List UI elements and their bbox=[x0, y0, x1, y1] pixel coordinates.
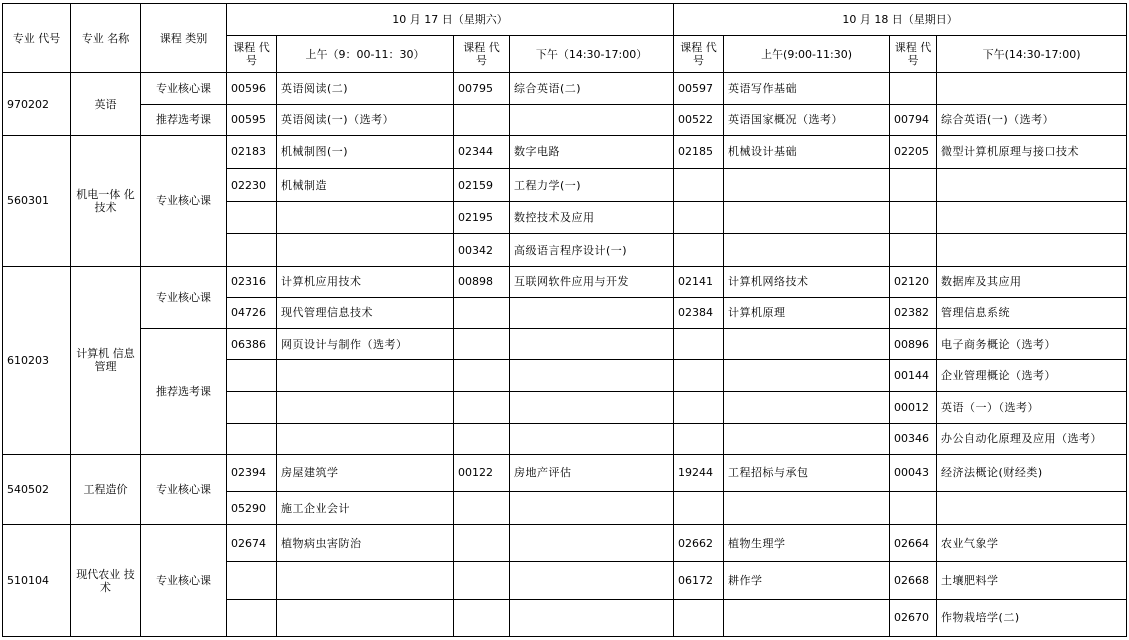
course-type: 专业核心课 bbox=[141, 73, 227, 104]
major-name: 机电一体 化技术 bbox=[71, 135, 141, 266]
course-name: 工程招标与承包 bbox=[724, 454, 890, 491]
course-name: 经济法概论(财经类) bbox=[937, 454, 1127, 491]
course-name bbox=[724, 169, 890, 202]
course-name bbox=[937, 73, 1127, 104]
course-name: 土壤肥料学 bbox=[937, 562, 1127, 599]
course-name: 计算机网络技术 bbox=[724, 266, 890, 297]
course-code bbox=[890, 169, 937, 202]
course-name: 办公自动化原理及应用（选考） bbox=[937, 423, 1127, 454]
course-code: 02120 bbox=[890, 266, 937, 297]
header-day2: 10 月 18 日（星期日） bbox=[674, 4, 1127, 36]
course-name: 农业气象学 bbox=[937, 525, 1127, 562]
exam-schedule-table bbox=[2, 3, 1127, 637]
course-name bbox=[937, 492, 1127, 525]
course-code: 02384 bbox=[674, 297, 724, 328]
course-code bbox=[454, 562, 510, 599]
course-code bbox=[674, 202, 724, 234]
course-code: 00595 bbox=[227, 104, 277, 135]
header-day2-pm: 下午(14:30-17:00) bbox=[937, 36, 1127, 73]
course-code: 02195 bbox=[454, 202, 510, 234]
course-name bbox=[277, 562, 454, 599]
course-type: 专业核心课 bbox=[141, 135, 227, 266]
course-code bbox=[674, 169, 724, 202]
course-code: 00596 bbox=[227, 73, 277, 104]
major-code: 610203 bbox=[3, 266, 71, 454]
course-code: 00795 bbox=[454, 73, 510, 104]
course-name: 计算机原理 bbox=[724, 297, 890, 328]
course-code bbox=[890, 492, 937, 525]
course-name: 植物生理学 bbox=[724, 525, 890, 562]
course-name: 数据库及其应用 bbox=[937, 266, 1127, 297]
header-day1-pm-code: 课程 代号 bbox=[454, 36, 510, 73]
course-type: 推荐选考课 bbox=[141, 104, 227, 135]
header-day1-pm: 下午（14:30-17:00） bbox=[510, 36, 674, 73]
course-type: 专业核心课 bbox=[141, 266, 227, 328]
course-code: 00342 bbox=[454, 234, 510, 266]
major-name: 计算机 信息管理 bbox=[71, 266, 141, 454]
major-code: 510104 bbox=[3, 525, 71, 637]
major-code: 970202 bbox=[3, 73, 71, 135]
course-name bbox=[277, 202, 454, 234]
course-code: 00043 bbox=[890, 454, 937, 491]
course-name: 植物病虫害防治 bbox=[277, 525, 454, 562]
course-code: 00144 bbox=[890, 360, 937, 392]
header-day2-am: 上午(9:00-11:30) bbox=[724, 36, 890, 73]
course-code: 02670 bbox=[890, 599, 937, 636]
table-row bbox=[3, 454, 1127, 491]
course-name bbox=[724, 234, 890, 266]
course-name: 综合英语(一)（选考） bbox=[937, 104, 1127, 135]
course-name: 工程力学(一) bbox=[510, 169, 674, 202]
course-name: 机械制图(一) bbox=[277, 135, 454, 168]
course-code bbox=[454, 360, 510, 392]
course-code: 02668 bbox=[890, 562, 937, 599]
course-code: 02141 bbox=[674, 266, 724, 297]
course-code bbox=[674, 329, 724, 360]
course-code: 02316 bbox=[227, 266, 277, 297]
table-row bbox=[3, 525, 1127, 562]
course-code: 02205 bbox=[890, 135, 937, 168]
header-day1-am: 上午（9：00-11：30） bbox=[277, 36, 454, 73]
course-code bbox=[227, 360, 277, 392]
table-row bbox=[3, 266, 1127, 297]
course-code: 00898 bbox=[454, 266, 510, 297]
course-name: 英语写作基础 bbox=[724, 73, 890, 104]
course-name bbox=[724, 202, 890, 234]
course-name bbox=[724, 599, 890, 636]
course-code: 00122 bbox=[454, 454, 510, 491]
course-code bbox=[454, 297, 510, 328]
course-code bbox=[227, 562, 277, 599]
major-name: 现代农业 技术 bbox=[71, 525, 141, 637]
header-day2-pm-code: 课程 代号 bbox=[890, 36, 937, 73]
course-name bbox=[277, 392, 454, 423]
course-name bbox=[724, 492, 890, 525]
course-code bbox=[454, 104, 510, 135]
course-name bbox=[937, 234, 1127, 266]
course-name bbox=[724, 392, 890, 423]
course-name: 英语（一）（选考） bbox=[937, 392, 1127, 423]
course-code bbox=[454, 392, 510, 423]
course-code: 00522 bbox=[674, 104, 724, 135]
course-name: 机械设计基础 bbox=[724, 135, 890, 168]
major-code: 540502 bbox=[3, 454, 71, 524]
course-name: 互联网软件应用与开发 bbox=[510, 266, 674, 297]
course-code bbox=[674, 360, 724, 392]
table-row bbox=[3, 104, 1127, 135]
course-code bbox=[890, 234, 937, 266]
course-name bbox=[937, 169, 1127, 202]
course-name bbox=[510, 492, 674, 525]
header-major-name: 专业 名称 bbox=[71, 4, 141, 73]
course-code: 02159 bbox=[454, 169, 510, 202]
course-code: 02664 bbox=[890, 525, 937, 562]
course-code bbox=[227, 423, 277, 454]
course-name bbox=[724, 360, 890, 392]
course-code: 02344 bbox=[454, 135, 510, 168]
header-day2-am-code: 课程 代号 bbox=[674, 36, 724, 73]
course-code bbox=[674, 599, 724, 636]
course-type: 推荐选考课 bbox=[141, 329, 227, 455]
course-code: 00012 bbox=[890, 392, 937, 423]
table-row bbox=[3, 73, 1127, 104]
course-name: 机械制造 bbox=[277, 169, 454, 202]
course-name: 高级语言程序设计(一) bbox=[510, 234, 674, 266]
course-code: 04726 bbox=[227, 297, 277, 328]
course-code: 02394 bbox=[227, 454, 277, 491]
major-name: 英语 bbox=[71, 73, 141, 135]
course-code bbox=[454, 525, 510, 562]
course-code: 02230 bbox=[227, 169, 277, 202]
course-name: 作物栽培学(二) bbox=[937, 599, 1127, 636]
header-row-1 bbox=[3, 4, 1127, 36]
course-code: 00597 bbox=[674, 73, 724, 104]
course-code bbox=[890, 73, 937, 104]
course-name: 数字电路 bbox=[510, 135, 674, 168]
course-code: 02662 bbox=[674, 525, 724, 562]
course-name bbox=[510, 599, 674, 636]
course-name: 计算机应用技术 bbox=[277, 266, 454, 297]
course-code bbox=[890, 202, 937, 234]
course-name bbox=[510, 360, 674, 392]
course-name: 英语阅读(二) bbox=[277, 73, 454, 104]
course-name bbox=[510, 392, 674, 423]
course-name: 电子商务概论（选考） bbox=[937, 329, 1127, 360]
course-name: 综合英语(二) bbox=[510, 73, 674, 104]
table-row bbox=[3, 329, 1127, 360]
course-name bbox=[510, 423, 674, 454]
course-code bbox=[674, 392, 724, 423]
course-code: 05290 bbox=[227, 492, 277, 525]
course-name: 耕作学 bbox=[724, 562, 890, 599]
course-name: 施工企业会计 bbox=[277, 492, 454, 525]
header-day1: 10 月 17 日（星期六） bbox=[227, 4, 674, 36]
course-name: 房屋建筑学 bbox=[277, 454, 454, 491]
course-name: 数控技术及应用 bbox=[510, 202, 674, 234]
course-name bbox=[277, 360, 454, 392]
course-code bbox=[227, 392, 277, 423]
course-name bbox=[510, 329, 674, 360]
course-code bbox=[454, 329, 510, 360]
course-name bbox=[724, 423, 890, 454]
course-name: 网页设计与制作（选考） bbox=[277, 329, 454, 360]
course-type: 专业核心课 bbox=[141, 454, 227, 524]
course-name bbox=[510, 297, 674, 328]
course-code bbox=[674, 423, 724, 454]
course-name bbox=[510, 525, 674, 562]
course-name: 微型计算机原理与接口技术 bbox=[937, 135, 1127, 168]
course-name: 现代管理信息技术 bbox=[277, 297, 454, 328]
course-code: 06172 bbox=[674, 562, 724, 599]
course-name bbox=[510, 104, 674, 135]
table-row bbox=[3, 135, 1127, 168]
course-name bbox=[277, 599, 454, 636]
course-name bbox=[277, 423, 454, 454]
course-code bbox=[227, 202, 277, 234]
course-code: 02674 bbox=[227, 525, 277, 562]
course-code bbox=[454, 599, 510, 636]
course-code bbox=[227, 234, 277, 266]
course-code bbox=[227, 599, 277, 636]
course-code bbox=[674, 492, 724, 525]
course-name bbox=[510, 562, 674, 599]
course-code bbox=[674, 234, 724, 266]
course-name bbox=[277, 234, 454, 266]
header-day1-am-code: 课程 代号 bbox=[227, 36, 277, 73]
major-code: 560301 bbox=[3, 135, 71, 266]
course-name: 企业管理概论（选考） bbox=[937, 360, 1127, 392]
course-code: 00896 bbox=[890, 329, 937, 360]
course-code bbox=[454, 492, 510, 525]
course-name: 房地产评估 bbox=[510, 454, 674, 491]
course-code: 06386 bbox=[227, 329, 277, 360]
course-code: 00794 bbox=[890, 104, 937, 135]
course-code bbox=[454, 423, 510, 454]
course-type: 专业核心课 bbox=[141, 525, 227, 637]
course-code: 00346 bbox=[890, 423, 937, 454]
major-name: 工程造价 bbox=[71, 454, 141, 524]
course-code: 02185 bbox=[674, 135, 724, 168]
course-code: 19244 bbox=[674, 454, 724, 491]
course-name: 英语阅读(一)（选考） bbox=[277, 104, 454, 135]
header-major-code: 专业 代号 bbox=[3, 4, 71, 73]
course-name bbox=[724, 329, 890, 360]
course-code: 02382 bbox=[890, 297, 937, 328]
course-name bbox=[937, 202, 1127, 234]
header-course-type: 课程 类别 bbox=[141, 4, 227, 73]
course-code: 02183 bbox=[227, 135, 277, 168]
course-name: 管理信息系统 bbox=[937, 297, 1127, 328]
course-name: 英语国家概况（选考） bbox=[724, 104, 890, 135]
